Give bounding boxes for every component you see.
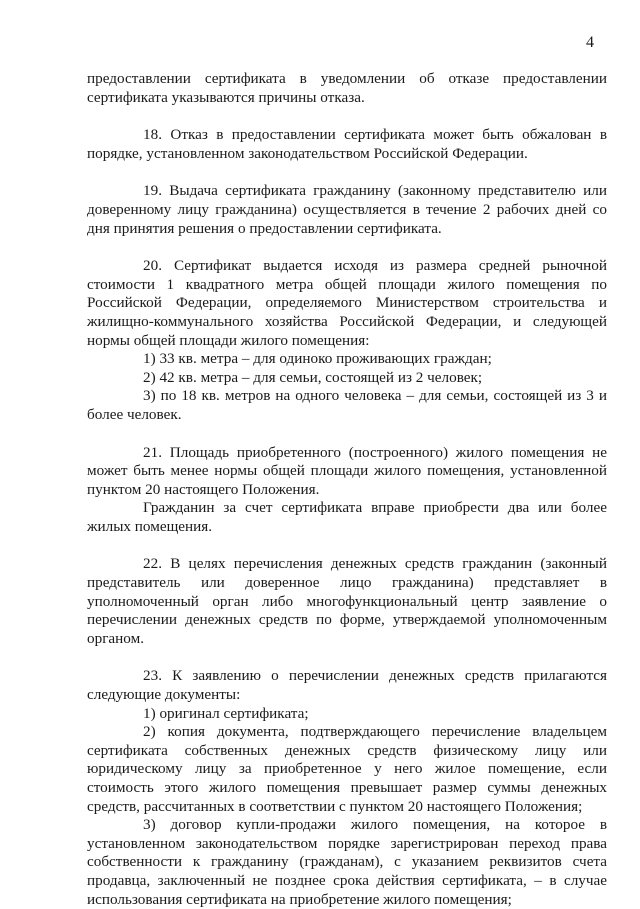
list-item-23-2: 2) копия документа, подтверждающего перечисление владельцем сертификата собственных денежных средств физическому лицу или юридическому лицу за приобретенное у него жилое помещение, если стоимость этого жилого помещения превышает размер суммы денежных средств, рассчитанных в соответствии с пунктом 20 настоящего Положения; [87, 723, 607, 815]
list-item-23-3: 3) договор купли-продажи жилого помещения, на которое в установленном законодательством порядке зарегистрирован переход права собственности к гражданину (гражданам), с указанием реквизитов счета продавца, заключенный не позднее срока действия сертификата, – в случае использования сертификата на приобретение жилого помещения; [87, 816, 607, 908]
paragraph-19: 19. Выдача сертификата гражданину (законному представителю или доверенному лицу гражданина) осуществляется в течение 2 рабочих дней со дня принятия решения о предоставлении сертификата. [87, 182, 607, 237]
paragraph-21-continuation: Гражданин за счет сертификата вправе приобрести два или более жилых помещения. [87, 499, 607, 535]
paragraph-23: 23. К заявлению о перечислении денежных средств прилагаются следующие документы: [87, 667, 607, 704]
list-item-20-3: 3) по 18 кв. метров на одного человека – для семьи, состоящей из 3 и более человек. [87, 387, 607, 423]
document-body [87, 70, 607, 909]
paragraph-22: 22. В целях перечисления денежных средств гражданин (законный представитель или доверенное лицо гражданина) представляет в уполномоченный орган либо многофункциональный центр заявление о перечислении денежных средств по форме, утверждаемой уполномоченным органом. [87, 555, 607, 647]
paragraph-18: 18. Отказ в предоставлении сертификата может быть обжалован в порядке, установленном законодательством Российской Федерации. [87, 126, 607, 162]
page-number: 4 [586, 34, 594, 51]
paragraph-21: 21. Площадь приобретенного (построенного) жилого помещения не может быть менее нормы общей площади жилого помещения, установленной пунктом 20 настоящего Положения. [87, 443, 607, 498]
list-item-23-1: 1) оригинал сертификата; [143, 704, 309, 722]
list-item-20-2: 2) 42 кв. метра – для семьи, состоящей из 2 человек; [143, 368, 483, 386]
paragraph-continuation: предоставлении сертификата в уведомлении об отказе предоставлении сертификата указываются причины отказа. [87, 70, 607, 106]
paragraph-20: 20. Сертификат выдается исходя из размера средней рыночной стоимости 1 квадратного метра общей площади жилого помещения по Российской Федерации, определяемого Министерством строительства и жилищно-коммунального хозяйства Российской Федерации, и следующей нормы общей площади жилого помещения: [87, 257, 607, 349]
list-item-20-1: 1) 33 кв. метра – для одиноко проживающих граждан; [143, 350, 492, 368]
